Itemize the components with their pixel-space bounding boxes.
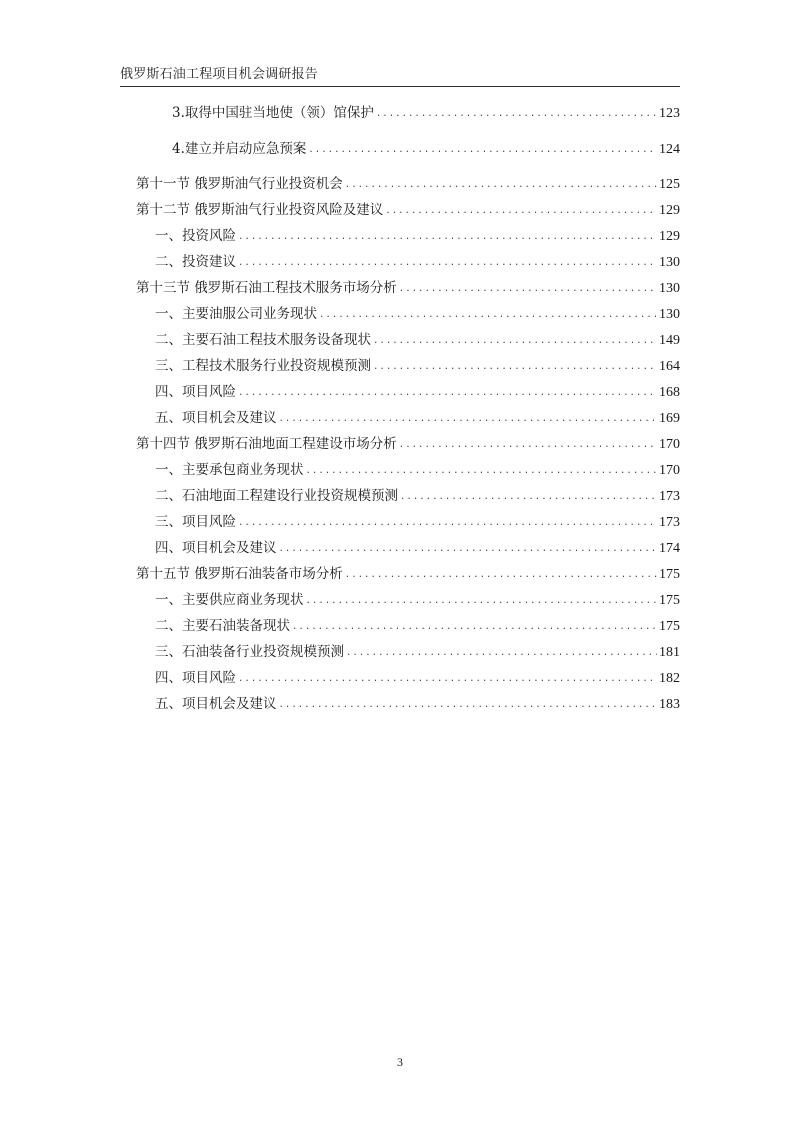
toc-entry[interactable] [155, 539, 680, 559]
toc-leader-dots [238, 670, 657, 688]
toc-entry[interactable] [155, 461, 680, 481]
toc-entry[interactable] [172, 104, 680, 124]
toc-entry-label: 五、项目机会及建议 [155, 696, 277, 712]
header-title: 俄罗斯石油工程项目机会调研报告 [120, 67, 319, 82]
toc-entry[interactable] [155, 357, 680, 377]
toc-entry-page: 130 [659, 255, 680, 270]
toc-entry-label: 3.取得中国驻当地使（领）馆保护 [172, 105, 374, 121]
toc-leader-dots [399, 280, 657, 298]
toc-entry-section[interactable] [136, 175, 680, 195]
toc-leader-dots [279, 540, 658, 558]
toc-entry-page: 168 [659, 385, 680, 400]
toc-entry-section[interactable] [136, 565, 680, 585]
toc-entry-label: 第十四节 俄罗斯石油地面工程建设市场分析 [136, 436, 397, 452]
toc-entry-page: 183 [659, 697, 680, 712]
toc-entry-page: 170 [659, 463, 680, 478]
toc-leader-dots [385, 202, 657, 220]
toc-leader-dots [345, 566, 657, 584]
toc-entry-label: 五、项目机会及建议 [155, 410, 277, 426]
toc-entry-label: 一、主要供应商业务现状 [155, 592, 304, 608]
toc-entry-label: 第十五节 俄罗斯石油装备市场分析 [136, 566, 343, 582]
toc-entry[interactable] [155, 669, 680, 689]
toc-entry-label: 第十二节 俄罗斯油气行业投资风险及建议 [136, 202, 384, 218]
toc-entry[interactable] [155, 305, 680, 325]
toc-entry-label: 二、主要石油工程技术服务设备现状 [155, 332, 371, 348]
toc-entry-page: 149 [659, 333, 680, 348]
toc-entry[interactable] [155, 409, 680, 429]
toc-leader-dots [373, 332, 657, 350]
toc-leader-dots [279, 696, 658, 714]
toc-entry-label: 三、工程技术服务行业投资规模预测 [155, 358, 371, 374]
toc-entry-label: 第十三节 俄罗斯石油工程技术服务市场分析 [136, 280, 397, 296]
toc-entry[interactable] [155, 227, 680, 247]
toc-leader-dots [346, 644, 657, 662]
toc-entry-label: 四、项目机会及建议 [155, 540, 277, 556]
toc-entry[interactable] [155, 695, 680, 715]
toc-entry-label: 四、项目风险 [155, 670, 236, 686]
toc-leader-dots [306, 462, 658, 480]
toc-entry[interactable] [155, 253, 680, 273]
toc-entry-section[interactable] [136, 279, 680, 299]
toc-entry-label: 二、投资建议 [155, 254, 236, 270]
toc-entry-label: 一、主要承包商业务现状 [155, 462, 304, 478]
toc-entry-page: 124 [659, 142, 680, 157]
toc-entry-page: 175 [659, 593, 680, 608]
toc-entry-label: 二、石油地面工程建设行业投资规模预测 [155, 488, 398, 504]
toc-leader-dots [238, 228, 657, 246]
toc-leader-dots [345, 176, 657, 194]
toc-entry-label: 第十一节 俄罗斯油气行业投资机会 [136, 176, 343, 192]
toc-entry-section[interactable] [136, 201, 680, 221]
toc-entry-section[interactable] [136, 435, 680, 455]
toc-entry-label: 三、项目风险 [155, 514, 236, 530]
toc-entry-label: 二、主要石油装备现状 [155, 618, 290, 634]
toc-entry[interactable] [155, 487, 680, 507]
toc-entry-page: 173 [659, 489, 680, 504]
toc-entry[interactable] [155, 643, 680, 663]
header-divider [120, 86, 680, 87]
toc-entry[interactable] [155, 383, 680, 403]
toc-entry[interactable] [172, 140, 680, 160]
toc-entry-label: 4.建立并启动应急预案 [172, 141, 307, 157]
toc-entry-page: 174 [659, 541, 680, 556]
toc-leader-dots [238, 514, 657, 532]
toc-entry-label: 四、项目风险 [155, 384, 236, 400]
toc-entry-page: 164 [659, 359, 680, 374]
toc-leader-dots [308, 141, 657, 159]
toc-leader-dots [306, 592, 658, 610]
toc-entry-page: 181 [659, 645, 680, 660]
toc-entry-label: 三、石油装备行业投资规模预测 [155, 644, 344, 660]
toc-entry-page: 182 [659, 671, 680, 686]
toc-entry-page: 175 [659, 567, 680, 582]
toc-entry[interactable] [155, 591, 680, 611]
page-number: 3 [397, 1055, 403, 1069]
toc-leader-dots [238, 384, 657, 402]
toc-leader-dots [292, 618, 657, 636]
toc-leader-dots [279, 410, 658, 428]
toc-leader-dots [373, 358, 657, 376]
toc-entry-page: 173 [659, 515, 680, 530]
toc-leader-dots [400, 488, 657, 506]
toc-entry[interactable] [155, 617, 680, 637]
toc-entry-page: 129 [659, 229, 680, 244]
toc-entry-page: 129 [659, 203, 680, 218]
toc-entry-page: 175 [659, 619, 680, 634]
toc-entry-page: 170 [659, 437, 680, 452]
toc-entry-page: 125 [659, 177, 680, 192]
toc-leader-dots [238, 254, 657, 272]
toc-entry-page: 123 [659, 106, 680, 121]
toc-entry-page: 169 [659, 411, 680, 426]
toc-entry-page: 130 [659, 307, 680, 322]
toc-leader-dots [376, 105, 657, 123]
toc-entry-page: 130 [659, 281, 680, 296]
toc-entry-label: 一、投资风险 [155, 228, 236, 244]
toc-entry[interactable] [155, 331, 680, 351]
toc-entry[interactable] [155, 513, 680, 533]
toc-leader-dots [319, 306, 657, 324]
toc-entry-label: 一、主要油服公司业务现状 [155, 306, 317, 322]
toc-leader-dots [399, 436, 657, 454]
